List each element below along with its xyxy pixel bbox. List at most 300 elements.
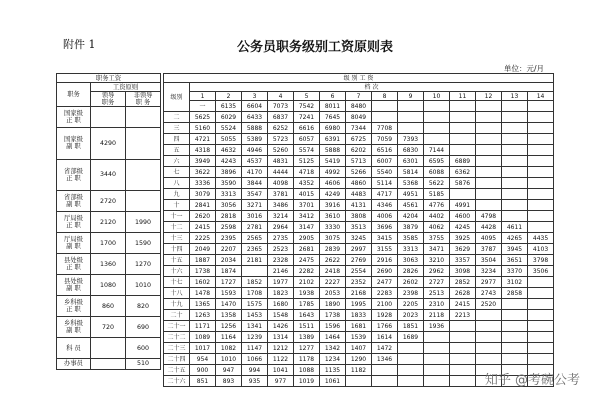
salary-value-cell: 1727 [216, 277, 242, 288]
salary-value-cell: 1178 [294, 354, 320, 365]
salary-value-cell: 1995 [346, 299, 372, 310]
salary-value-cell: 5524 [216, 123, 242, 134]
salary-value-cell [502, 123, 528, 134]
salary-value-cell: 4249 [320, 189, 346, 200]
grade-number-cell: 5 [294, 92, 320, 101]
level-name-cell: 十七 [164, 277, 190, 288]
table-row [164, 233, 554, 244]
level-name-cell: 二十六 [164, 376, 190, 387]
leader-salary-cell: 2120 [91, 212, 126, 233]
nonleader-salary-cell: 1270 [126, 254, 161, 275]
salary-value-cell: 5540 [372, 167, 398, 178]
grade-number-cell: 11 [450, 92, 476, 101]
table-row [164, 145, 554, 156]
salary-value-cell: 5125 [294, 156, 320, 167]
position-name-cell: 乡科级 副 职 [57, 317, 91, 338]
salary-value-cell: 1239 [242, 332, 268, 343]
level-name-cell: 十一 [164, 211, 190, 222]
salary-value-cell: 3056 [216, 200, 242, 211]
salary-value-cell: 1122 [268, 354, 294, 365]
salary-value-cell: 2905 [294, 233, 320, 244]
grade-number-cell: 12 [476, 92, 502, 101]
salary-value-cell: 1548 [268, 310, 294, 321]
salary-value-cell [502, 299, 528, 310]
salary-value-cell [528, 123, 554, 134]
salary-value-cell: 4600 [450, 211, 476, 222]
salary-value-cell: 2023 [398, 310, 424, 321]
salary-value-cell: 3610 [320, 211, 346, 222]
leader-salary-cell: 1700 [91, 233, 126, 254]
salary-value-cell [528, 299, 554, 310]
position-name-cell: 厅局级 正 职 [57, 212, 91, 233]
salary-value-cell: 8011 [320, 101, 346, 112]
salary-value-cell: 2283 [372, 288, 398, 299]
leader-salary-cell: 860 [91, 296, 126, 317]
salary-value-cell: 3798 [528, 255, 554, 266]
grade-number-cell: 2 [216, 92, 242, 101]
salary-value-cell: 1472 [372, 343, 398, 354]
salary-value-cell: 1766 [372, 321, 398, 332]
salary-value-cell: 1977 [268, 277, 294, 288]
level-name-cell: 十四 [164, 244, 190, 255]
salary-value-cell [502, 354, 528, 365]
salary-value-cell [502, 101, 528, 112]
salary-value-cell: 4831 [268, 156, 294, 167]
salary-value-cell: 4776 [424, 200, 450, 211]
grade-number-cell: 10 [424, 92, 450, 101]
salary-value-cell [476, 200, 502, 211]
salary-value-cell: 3102 [502, 277, 528, 288]
table-row [164, 101, 554, 112]
salary-value-cell: 1407 [346, 343, 372, 354]
grade-number-cell: 8 [372, 92, 398, 101]
salary-value-cell: 5160 [190, 123, 216, 134]
salary-value-cell: 2916 [372, 255, 398, 266]
table-row [164, 222, 554, 233]
salary-value-cell: 4062 [424, 222, 450, 233]
salary-value-cell: 1182 [346, 365, 372, 376]
position-name-cell: 厅局级 副 职 [57, 233, 91, 254]
position-name-cell: 县处级 正 职 [57, 254, 91, 275]
salary-value-cell: 1539 [346, 332, 372, 343]
salary-value-cell: 5888 [242, 123, 268, 134]
salary-value-cell [242, 266, 268, 277]
salary-value-cell [528, 167, 554, 178]
left-group-header: 职务工资 [57, 74, 161, 83]
grade-number-cell: 14 [528, 92, 554, 101]
salary-value-cell [476, 354, 502, 365]
salary-value-cell: 3336 [190, 178, 216, 189]
salary-value-cell: 6088 [424, 167, 450, 178]
salary-value-cell: 2602 [398, 277, 424, 288]
table-row [57, 359, 161, 370]
col-header-leader: 领导 职务 [91, 92, 126, 107]
salary-value-cell: 1708 [242, 288, 268, 299]
salary-value-cell [502, 200, 528, 211]
salary-value-cell: 2997 [346, 244, 372, 255]
salary-value-cell [528, 222, 554, 233]
salary-value-cell: 4951 [398, 189, 424, 200]
watermark-text: 知乎 @考碗公考 [484, 373, 580, 388]
page-title: 公务员职务级别工资原则表 [236, 40, 393, 55]
salary-value-cell: 6516 [372, 145, 398, 156]
salary-value-cell: 4015 [294, 189, 320, 200]
salary-value-cell: 3755 [424, 233, 450, 244]
nonleader-salary-cell: 510 [126, 359, 161, 370]
position-name-cell: 科 员 [57, 338, 91, 359]
level-name-cell: 十三 [164, 233, 190, 244]
salary-value-cell: 3585 [398, 233, 424, 244]
salary-value-cell: 5876 [450, 178, 476, 189]
salary-value-cell: 1890 [320, 299, 346, 310]
table-row [164, 343, 554, 354]
table-row [57, 107, 161, 128]
salary-value-cell: 6980 [320, 123, 346, 134]
salary-value-cell: 1164 [216, 332, 242, 343]
salary-value-cell: 2977 [476, 277, 502, 288]
salary-value-cell: 1643 [294, 310, 320, 321]
table-row [57, 338, 161, 359]
salary-value-cell [450, 321, 476, 332]
salary-value-cell: 3079 [190, 189, 216, 200]
salary-value-cell [476, 321, 502, 332]
salary-value-cell: 1342 [320, 343, 346, 354]
level-name-cell: 二十四 [164, 354, 190, 365]
salary-value-cell: 1256 [216, 321, 242, 332]
salary-value-cell [528, 145, 554, 156]
salary-value-cell: 1887 [190, 255, 216, 266]
salary-value-cell: 4632 [216, 145, 242, 156]
salary-value-cell [528, 112, 554, 123]
salary-value-cell [502, 112, 528, 123]
salary-value-cell [528, 354, 554, 365]
level-name-cell: 二十 [164, 310, 190, 321]
salary-value-cell [502, 178, 528, 189]
salary-value-cell: 3896 [216, 167, 242, 178]
salary-value-cell [450, 343, 476, 354]
salary-value-cell: 4798 [476, 211, 502, 222]
salary-value-cell: 4006 [372, 211, 398, 222]
salary-value-cell [476, 112, 502, 123]
salary-value-cell: 2365 [242, 244, 268, 255]
salary-value-cell: 1602 [190, 277, 216, 288]
salary-value-cell [450, 123, 476, 134]
salary-value-cell: 4483 [346, 189, 372, 200]
salary-value-cell: 4204 [398, 211, 424, 222]
salary-value-cell: 4718 [294, 167, 320, 178]
salary-value-cell: 1365 [190, 299, 216, 310]
salary-value-cell [398, 343, 424, 354]
salary-value-cell: 1346 [372, 354, 398, 365]
level-name-cell: 四 [164, 134, 190, 145]
salary-value-cell: 1511 [294, 321, 320, 332]
grade-number-cell: 1 [190, 92, 216, 101]
salary-value-cell: 4346 [372, 200, 398, 211]
salary-value-cell: 2622 [320, 255, 346, 266]
salary-value-cell: 2049 [190, 244, 216, 255]
salary-value-cell: 4318 [190, 145, 216, 156]
salary-value-cell: 3701 [294, 200, 320, 211]
salary-value-cell: 3651 [502, 255, 528, 266]
salary-value-cell: 1290 [346, 354, 372, 365]
salary-value-cell: 6616 [294, 123, 320, 134]
salary-value-cell: 1928 [372, 310, 398, 321]
table-row [57, 317, 161, 338]
salary-value-cell: 2282 [294, 266, 320, 277]
salary-value-cell: 1147 [242, 343, 268, 354]
salary-value-cell: 2053 [320, 288, 346, 299]
leader-salary-cell: 1080 [91, 275, 126, 296]
nonleader-salary-cell: 1010 [126, 275, 161, 296]
salary-value-cell [450, 145, 476, 156]
level-name-cell: 一 [190, 101, 216, 112]
salary-value-cell: 7393 [398, 134, 424, 145]
salary-value-cell [424, 365, 450, 376]
salary-value-cell: 1088 [294, 365, 320, 376]
level-name-cell: 二 [164, 112, 190, 123]
level-header: 级别 [164, 83, 190, 112]
salary-value-cell: 3210 [424, 255, 450, 266]
salary-value-cell [502, 310, 528, 321]
salary-value-cell [398, 101, 424, 112]
salary-value-cell [398, 112, 424, 123]
salary-value-cell: 3622 [190, 167, 216, 178]
position-name-cell: 办事员 [57, 359, 91, 370]
salary-value-cell [502, 189, 528, 200]
salary-value-cell: 1938 [294, 288, 320, 299]
grade-number-cell: 6 [320, 92, 346, 101]
salary-value-cell [424, 354, 450, 365]
salary-value-cell [476, 343, 502, 354]
salary-value-cell: 5055 [216, 134, 242, 145]
nonleader-salary-cell: 600 [126, 338, 161, 359]
salary-value-cell: 3945 [502, 244, 528, 255]
salary-value-cell: 1341 [242, 321, 268, 332]
right-group-header: 级 别 工 资 [164, 74, 554, 83]
grade-number-cell: 9 [398, 92, 424, 101]
salary-value-cell: 947 [216, 365, 242, 376]
salary-value-cell: 7241 [294, 112, 320, 123]
salary-value-cell: 1596 [320, 321, 346, 332]
position-name-cell: 省部级 正 职 [57, 159, 91, 191]
nonleader-salary-cell [126, 107, 161, 128]
salary-value-cell: 4611 [502, 222, 528, 233]
salary-value-cell [502, 145, 528, 156]
salary-value-cell: 1041 [268, 365, 294, 376]
salary-value-cell [450, 354, 476, 365]
salary-value-cell: 2395 [216, 233, 242, 244]
salary-value-cell: 1614 [372, 332, 398, 343]
salary-value-cell: 2841 [190, 200, 216, 211]
salary-value-cell [528, 211, 554, 222]
leader-salary-cell: 3440 [91, 159, 126, 191]
salary-value-cell [528, 200, 554, 211]
salary-value-cell: 2100 [372, 299, 398, 310]
salary-value-cell: 3063 [398, 255, 424, 266]
salary-value-cell [424, 101, 450, 112]
salary-value-cell: 2205 [398, 299, 424, 310]
salary-value-cell: 6057 [294, 134, 320, 145]
position-name-cell: 国家级 副 职 [57, 128, 91, 160]
salary-value-cell: 4402 [424, 211, 450, 222]
table-row [164, 299, 554, 310]
table-row [57, 254, 161, 275]
salary-value-cell: 1851 [398, 321, 424, 332]
salary-value-cell: 5713 [346, 156, 372, 167]
table-row [164, 354, 554, 365]
salary-value-cell: 6029 [216, 112, 242, 123]
salary-value-cell [502, 167, 528, 178]
level-name-cell: 十 [164, 200, 190, 211]
salary-value-cell [424, 123, 450, 134]
salary-value-cell: 2513 [424, 288, 450, 299]
table-row [164, 310, 554, 321]
salary-value-cell: 3879 [398, 222, 424, 233]
table-row [164, 288, 554, 299]
salary-value-cell: 3629 [450, 244, 476, 255]
salary-value-cell [476, 134, 502, 145]
leader-salary-cell [91, 107, 126, 128]
salary-value-cell: 3486 [268, 200, 294, 211]
nonleader-salary-cell: 820 [126, 296, 161, 317]
salary-value-cell: 2415 [450, 299, 476, 310]
salary-value-cell: 7059 [372, 134, 398, 145]
salary-value-cell: 3234 [476, 266, 502, 277]
table-row [164, 200, 554, 211]
salary-value-cell [528, 277, 554, 288]
position-salary-table [56, 73, 161, 370]
salary-value-cell [346, 376, 372, 387]
salary-value-cell: 2181 [242, 255, 268, 266]
salary-value-cell: 1464 [320, 332, 346, 343]
nonleader-salary-cell: 690 [126, 317, 161, 338]
salary-value-cell: 3504 [476, 255, 502, 266]
salary-value-cell: 3471 [424, 244, 450, 255]
salary-value-cell: 4537 [242, 156, 268, 167]
salary-value-cell: 2628 [450, 288, 476, 299]
salary-value-cell [450, 376, 476, 387]
salary-value-cell: 4170 [242, 167, 268, 178]
salary-value-cell: 5389 [242, 134, 268, 145]
salary-value-cell: 2826 [398, 266, 424, 277]
salary-value-cell: 2310 [424, 299, 450, 310]
salary-value-cell: 2520 [476, 299, 502, 310]
leader-salary-cell: 720 [91, 317, 126, 338]
salary-value-cell [502, 343, 528, 354]
salary-value-cell: 4444 [268, 167, 294, 178]
salary-value-cell: 1823 [268, 288, 294, 299]
salary-value-cell: 5814 [398, 167, 424, 178]
nonleader-salary-cell: 1590 [126, 233, 161, 254]
salary-value-cell: 1010 [216, 354, 242, 365]
salary-value-cell: 1936 [424, 321, 450, 332]
salary-value-cell: 7144 [424, 145, 450, 156]
salary-value-cell: 2418 [320, 266, 346, 277]
table-row [164, 255, 554, 266]
table-row [164, 167, 554, 178]
salary-value-cell: 4606 [320, 178, 346, 189]
salary-value-cell: 6725 [346, 134, 372, 145]
col-header-position: 职务 [57, 83, 91, 107]
position-name-cell: 乡科级 正 职 [57, 296, 91, 317]
grade-number-cell: 4 [268, 92, 294, 101]
salary-value-cell: 1681 [346, 321, 372, 332]
salary-value-cell: 3412 [294, 211, 320, 222]
salary-value-cell: 2554 [346, 266, 372, 277]
salary-value-cell: 954 [190, 354, 216, 365]
salary-value-cell: 5114 [372, 178, 398, 189]
table-row [57, 128, 161, 160]
salary-value-cell: 1833 [346, 310, 372, 321]
level-name-cell: 六 [164, 156, 190, 167]
nonleader-salary-cell: 1990 [126, 212, 161, 233]
salary-value-cell: 1135 [320, 365, 346, 376]
salary-value-cell [528, 310, 554, 321]
salary-value-cell: 3098 [450, 266, 476, 277]
salary-value-cell [476, 332, 502, 343]
salary-value-cell: 7708 [372, 123, 398, 134]
salary-value-cell [502, 321, 528, 332]
salary-value-cell: 7073 [268, 101, 294, 112]
salary-value-cell: 2398 [398, 288, 424, 299]
level-name-cell: 十九 [164, 299, 190, 310]
leader-salary-cell [91, 359, 126, 370]
position-name-cell: 省部级 副 职 [57, 191, 91, 212]
salary-value-cell: 4131 [346, 200, 372, 211]
level-name-cell: 三 [164, 123, 190, 134]
salary-value-cell: 5185 [424, 189, 450, 200]
salary-value-cell [528, 156, 554, 167]
salary-value-cell: 2146 [268, 266, 294, 277]
salary-value-cell [398, 376, 424, 387]
salary-value-cell: 2034 [216, 255, 242, 266]
salary-value-cell: 4717 [372, 189, 398, 200]
salary-value-cell: 3547 [242, 189, 268, 200]
salary-value-cell: 3916 [320, 200, 346, 211]
salary-value-cell: 1593 [216, 288, 242, 299]
salary-value-cell: 1066 [242, 354, 268, 365]
nonleader-salary-cell [126, 159, 161, 191]
salary-value-cell: 1082 [216, 343, 242, 354]
salary-value-cell [424, 332, 450, 343]
salary-value-cell: 6007 [372, 156, 398, 167]
salary-value-cell: 5574 [294, 145, 320, 156]
sub-header-standard: 工资原则 [91, 83, 161, 92]
level-name-cell: 五 [164, 145, 190, 156]
salary-value-cell: 1478 [190, 288, 216, 299]
salary-value-cell: 1061 [320, 376, 346, 387]
salary-value-cell: 1575 [242, 299, 268, 310]
salary-value-cell: 6301 [398, 156, 424, 167]
salary-value-cell: 3214 [268, 211, 294, 222]
salary-value-cell: 2475 [294, 255, 320, 266]
salary-value-cell: 4992 [320, 167, 346, 178]
salary-value-cell: 2523 [268, 244, 294, 255]
nonleader-salary-cell [126, 191, 161, 212]
level-name-cell: 九 [164, 189, 190, 200]
level-name-cell: 二十三 [164, 343, 190, 354]
salary-value-cell [450, 189, 476, 200]
salary-value-cell [372, 365, 398, 376]
salary-value-cell: 2352 [346, 277, 372, 288]
salary-value-cell: 2743 [476, 288, 502, 299]
level-name-cell: 十五 [164, 255, 190, 266]
salary-value-cell [528, 288, 554, 299]
salary-value-cell: 5723 [268, 134, 294, 145]
salary-value-cell: 2598 [216, 222, 242, 233]
table-row [164, 189, 554, 200]
table-row [57, 275, 161, 296]
